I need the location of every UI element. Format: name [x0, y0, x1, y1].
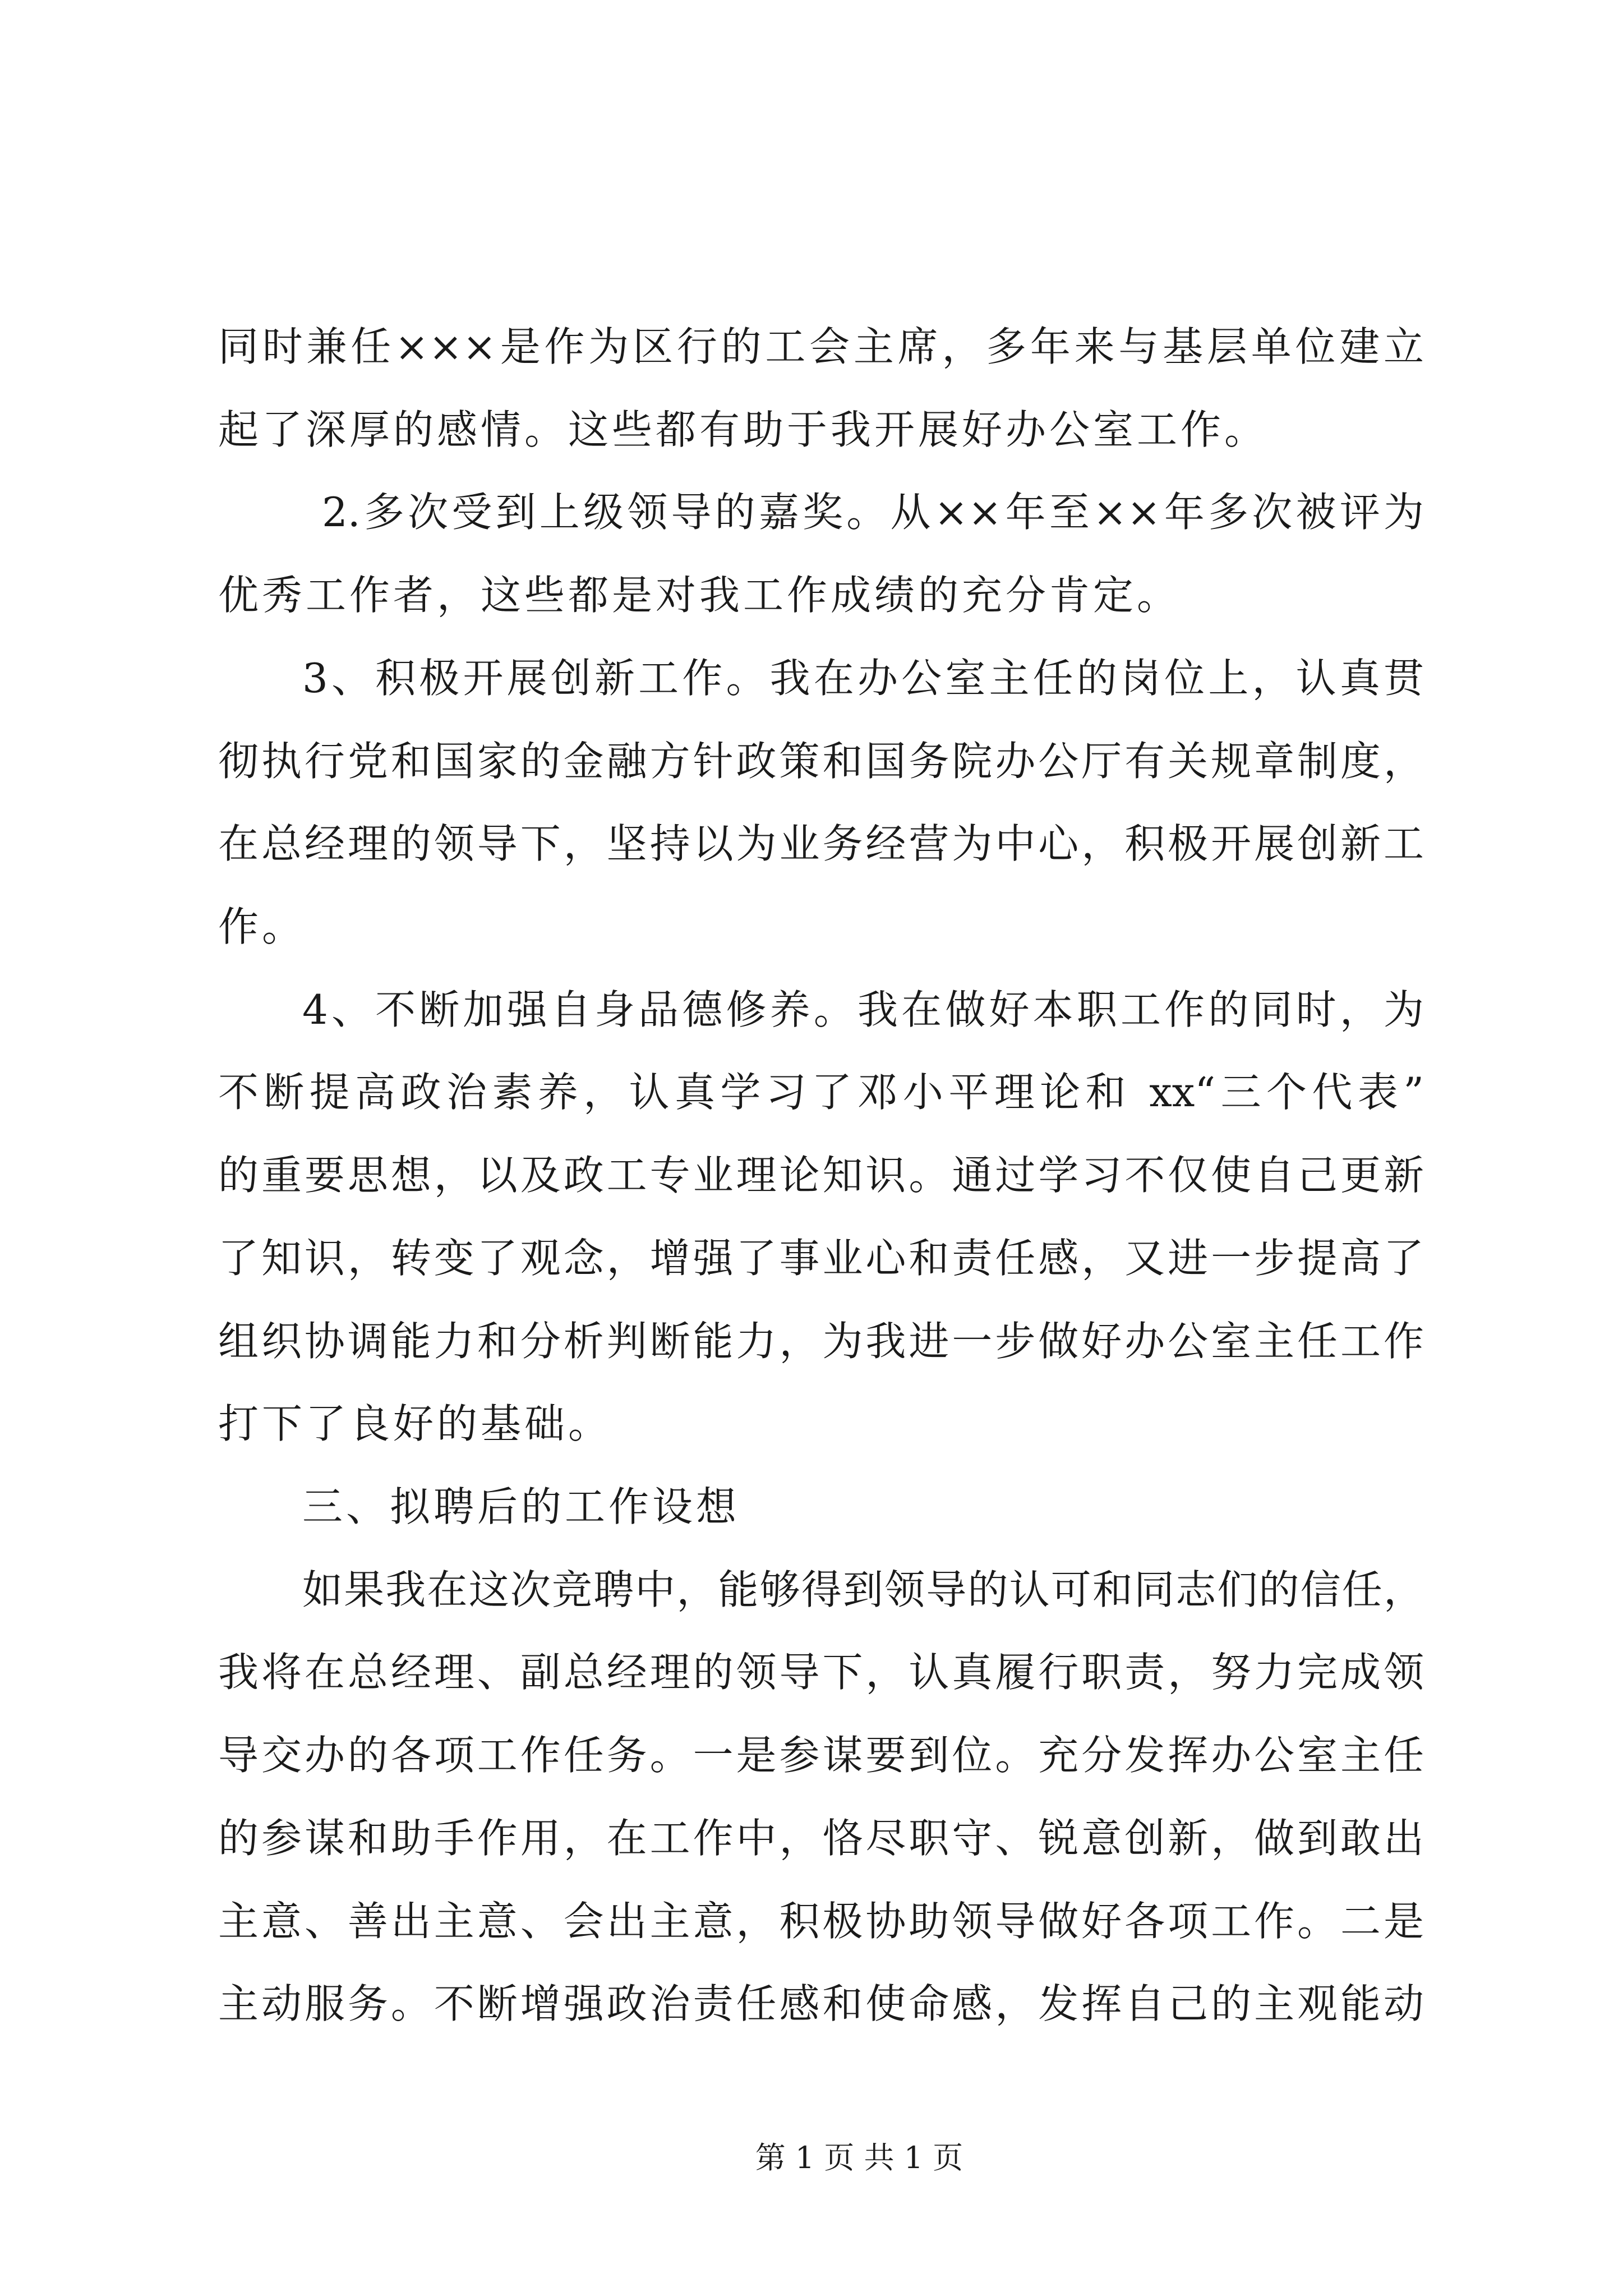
page-number-footer: 第 1 页 共 1 页 [755, 2140, 963, 2175]
text-line: 打下了良好的基础。 [218, 1400, 612, 1447]
text-line: 导交办的各项工作任务。一是参谋要到位。充分发挥办公室主任 [218, 1732, 1424, 1779]
text-line: 同时兼任×××是作为区行的工会主席，多年来与基层单位建立 [218, 323, 1424, 370]
text-line: 主动服务。不断增强政治责任感和使命感，发挥自己的主观能动 [218, 1980, 1424, 2027]
text-line: 我将在总经理、副总经理的领导下，认真履行职责，努力完成领 [218, 1649, 1424, 1696]
text-line: 优秀工作者，这些都是对我工作成绩的充分肯定。 [218, 572, 1181, 619]
text-line: 主意、善出主意、会出主意，积极协助领导做好各项工作。二是 [218, 1898, 1424, 1945]
text-line: 了知识，转变了观念，增强了事业心和责任感，又进一步提高了 [218, 1235, 1424, 1282]
text-line: 3、积极开展创新工作。我在办公室主任的岗位上，认真贯 [302, 655, 1424, 702]
text-line: 如果我在这次竞聘中，能够得到领导的认可和同志们的信任， [302, 1566, 1424, 1613]
text-line: 的重要思想，以及政工专业理论知识。通过学习不仅使自己更新 [218, 1152, 1424, 1199]
text-line: 4、不断加强自身品德修养。我在做好本职工作的同时，为 [302, 986, 1424, 1033]
text-line: 2.多次受到上级领导的嘉奖。从××年至××年多次被评为 [322, 489, 1424, 536]
section-heading: 三、拟聘后的工作设想 [302, 1483, 740, 1530]
text-line: 的参谋和助手作用，在工作中，恪尽职守、锐意创新，做到敢出 [218, 1815, 1424, 1862]
text-line: 在总经理的领导下，坚持以为业务经营为中心，积极开展创新工 [218, 820, 1424, 867]
text-line: 不断提高政治素养，认真学习了邓小平理论和 xx“三个代表” [218, 1069, 1424, 1116]
text-line: 组织协调能力和分析判断能力，为我进一步做好办公室主任工作 [218, 1318, 1424, 1365]
text-line: 彻执行党和国家的金融方针政策和国务院办公厅有关规章制度， [218, 738, 1424, 785]
text-line: 起了深厚的感情。这些都有助于我开展好办公室工作。 [218, 406, 1269, 453]
text-line: 作。 [218, 903, 306, 950]
